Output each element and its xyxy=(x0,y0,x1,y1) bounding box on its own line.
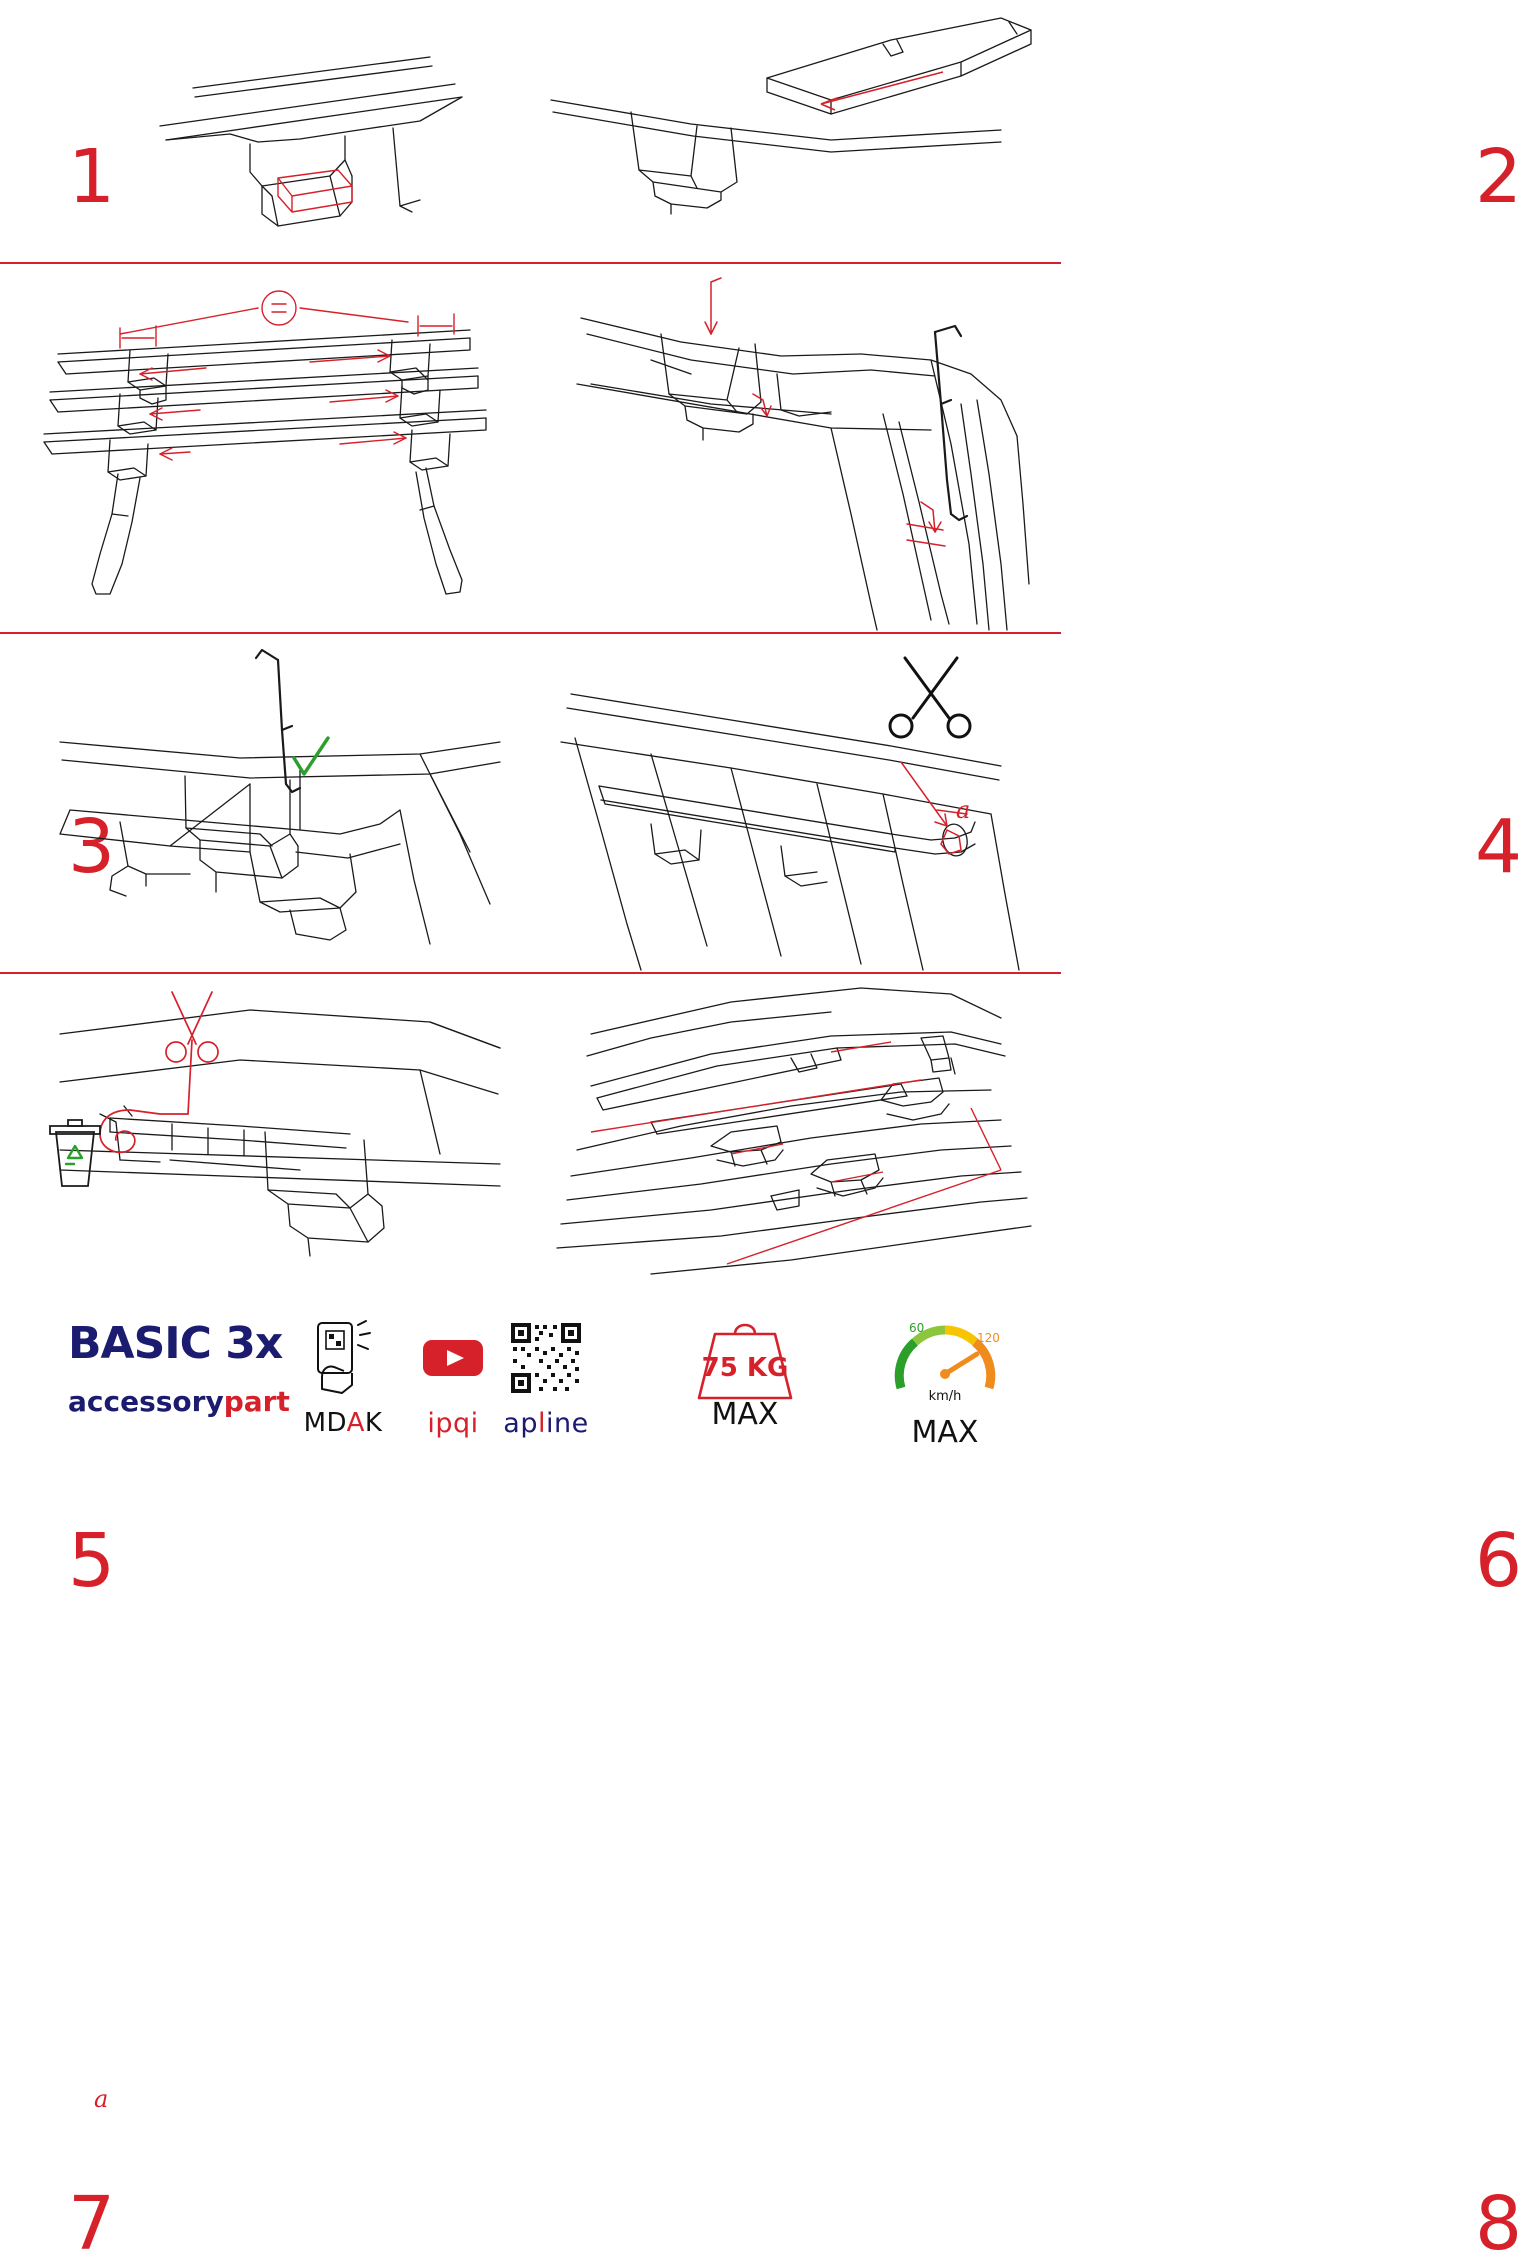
step-number-2: 2 xyxy=(1475,134,1522,220)
product-title: BASIC 3x xyxy=(68,1318,283,1369)
qr-scan-hand-icon xyxy=(288,1318,398,1398)
logo-mdak xyxy=(288,1318,398,1436)
footer xyxy=(0,1296,1061,1500)
cut-label-a-step7: a xyxy=(94,2085,109,2113)
logo-apline-caption xyxy=(486,1410,606,1437)
step-number-7: 7 xyxy=(68,2181,116,2267)
mdak-k: K xyxy=(364,1408,383,1438)
step-number-6: 6 xyxy=(1475,1518,1522,1604)
step-2-illustration xyxy=(531,0,1061,262)
brand-name xyxy=(68,1385,290,1418)
max-load-indicator xyxy=(655,1314,835,1430)
speedometer-icon xyxy=(855,1308,1035,1412)
speed-tick-120: 120 xyxy=(977,1331,1000,1345)
logo-ipqi-caption: ipqi xyxy=(427,1408,479,1439)
step-6-illustration xyxy=(531,634,1061,972)
step-1-illustration xyxy=(0,0,530,262)
max-load-value: 75 KG xyxy=(701,1353,789,1383)
step-3-illustration xyxy=(0,264,530,632)
max-speed-indicator xyxy=(855,1308,1035,1448)
step-panel-4 xyxy=(531,264,1522,890)
apline-ine: ine xyxy=(545,1408,589,1439)
brand-name-secondary: part xyxy=(223,1385,290,1418)
apline-l: l xyxy=(537,1408,546,1439)
mdak-a: A xyxy=(346,1408,365,1438)
step-7-illustration xyxy=(0,974,530,1294)
max-load-caption: MAX xyxy=(711,1397,779,1432)
step-panel-1 xyxy=(0,0,530,262)
step-4-illustration xyxy=(531,264,1061,632)
step-number-8: 8 xyxy=(1475,2181,1522,2267)
brand-block xyxy=(68,1318,290,1418)
step-panel-2 xyxy=(531,0,1522,262)
max-speed-caption: MAX xyxy=(911,1415,979,1450)
weight-icon xyxy=(655,1314,835,1394)
step-number-3: 3 xyxy=(68,804,116,890)
mdak-md: MD xyxy=(303,1408,347,1438)
step-number-5: 5 xyxy=(68,1518,116,1604)
step-number-1: 1 xyxy=(68,134,116,220)
logo-mdak-caption xyxy=(288,1410,398,1436)
recycle-bin-icon xyxy=(50,1120,100,1186)
logo-apline[interactable] xyxy=(486,1318,606,1437)
speed-tick-60: 60 xyxy=(909,1321,925,1335)
step-number-4: 4 xyxy=(1475,804,1522,890)
step-panel-3 xyxy=(0,264,530,890)
qr-code-icon[interactable] xyxy=(486,1318,606,1398)
cut-label-a-step6: a xyxy=(956,796,971,824)
step-5-illustration xyxy=(0,634,530,972)
speed-unit: km/h xyxy=(928,1389,962,1404)
brand-name-primary: accessory xyxy=(68,1385,224,1418)
step-8-illustration xyxy=(531,974,1061,1294)
apline-ap: ap xyxy=(503,1408,538,1439)
